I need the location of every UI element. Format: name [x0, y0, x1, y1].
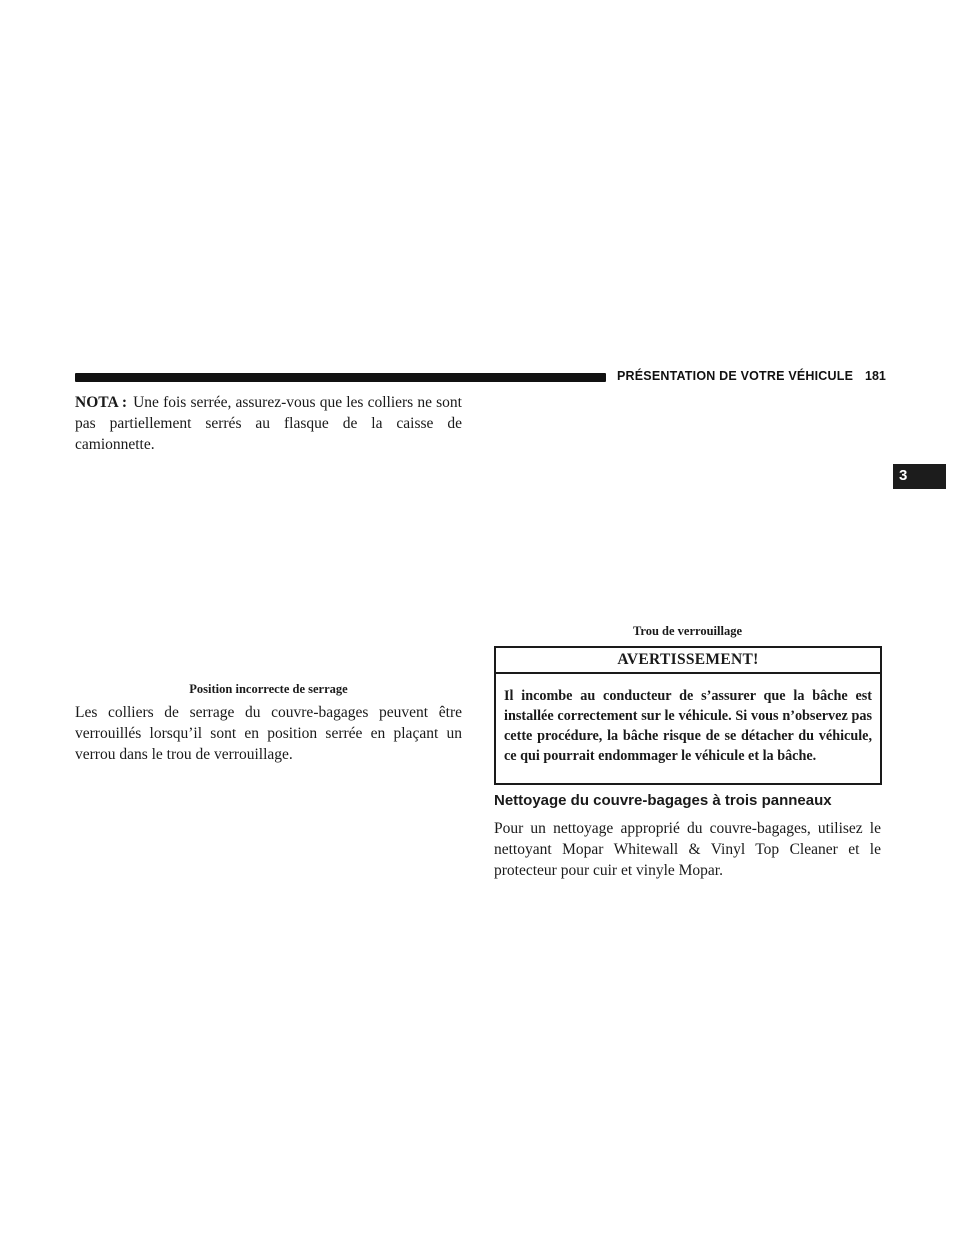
chapter-tab [893, 464, 946, 489]
nota-text: Une fois serrée, assurez-vous que les colliers ne sont pas partiellement serrés au flasque de la caisse de camionnette. [75, 394, 462, 453]
warning-text: Il incombe au conducteur de s’assurer que la bâche est installée correctement sur le véhicule. Si vous n’observez pas cette procédure, la bâche risque de se détacher du véhicule, ce qui pourrait endommager le véhicule et la bâche. [504, 688, 872, 764]
page-section-title: PRÉSENTATION DE VOTRE VÉHICULE [617, 369, 854, 383]
figure-caption-right: Trou de verrouillage [632, 624, 743, 638]
warning-title: AVERTISSEMENT! [496, 648, 880, 674]
chapter-tab-label: 3 [899, 467, 908, 484]
figure-lock-hole [494, 402, 881, 615]
nota-label: NOTA : [75, 394, 128, 411]
locking-paragraph: Les colliers de serrage du couvre-bagages peuvent être verrouillés lorsqu’il sont en position serrée en plaçant un verrou dans le trou de verrouillage. [75, 704, 462, 763]
nota-paragraph [75, 392, 462, 455]
section-heading: Nettoyage du couvre-bagages à trois panneaux [494, 792, 832, 809]
header-rule [75, 373, 606, 382]
warning-box [494, 646, 882, 785]
figure-incorrect-clamp-position [75, 468, 462, 674]
cleaning-paragraph: Pour un nettoyage approprié du couvre-bagages, utilisez le nettoyant Mopar Whitewall & Vinyl Top Cleaner et le protecteur pour cuir et vinyle Mopar. [494, 820, 881, 879]
page-number: 181 [865, 369, 886, 383]
figure-caption-left: Position incorrecte de serrage [189, 682, 348, 696]
